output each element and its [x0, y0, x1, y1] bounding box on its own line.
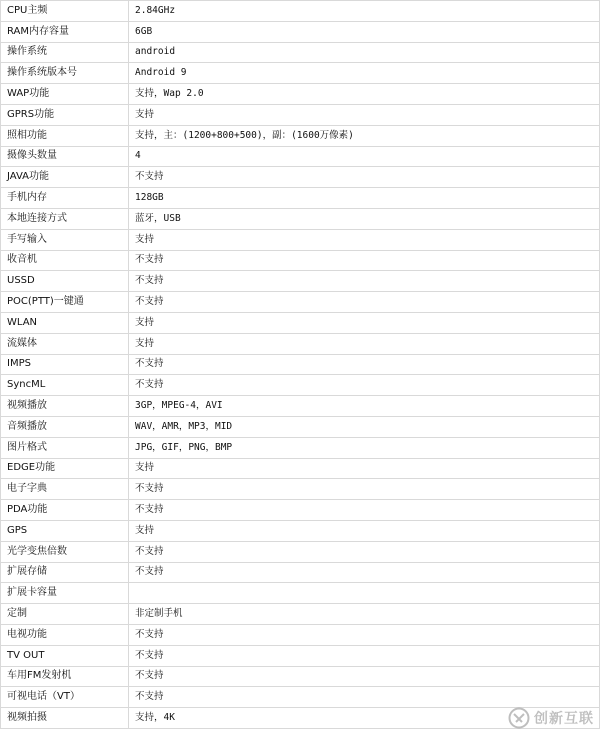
- table-row: [1, 125, 600, 146]
- spec-label: 电视功能: [1, 624, 129, 645]
- table-row: [1, 229, 600, 250]
- table-row: [1, 146, 600, 167]
- spec-label: SyncML: [1, 375, 129, 396]
- spec-value: 不支持: [129, 167, 600, 188]
- spec-label: 扩展存储: [1, 562, 129, 583]
- spec-label: 车用FM发射机: [1, 666, 129, 687]
- table-row: [1, 520, 600, 541]
- spec-label: 照相功能: [1, 125, 129, 146]
- spec-label: EDGE功能: [1, 458, 129, 479]
- table-row: [1, 687, 600, 708]
- table-row: [1, 271, 600, 292]
- spec-label: CPU主频: [1, 1, 129, 22]
- spec-label: PDA功能: [1, 500, 129, 521]
- spec-label: 定制: [1, 604, 129, 625]
- spec-value: 不支持: [129, 687, 600, 708]
- spec-label: 流媒体: [1, 333, 129, 354]
- spec-value: WAV，AMR，MP3，MID: [129, 416, 600, 437]
- spec-value: 不支持: [129, 250, 600, 271]
- spec-value: 不支持: [129, 562, 600, 583]
- spec-value: 2.84GHz: [129, 1, 600, 22]
- spec-table-body: [1, 1, 600, 729]
- spec-value: 6GB: [129, 21, 600, 42]
- table-row: [1, 396, 600, 417]
- table-row: [1, 292, 600, 313]
- table-row: [1, 708, 600, 729]
- table-row: [1, 167, 600, 188]
- table-row: [1, 312, 600, 333]
- spec-value: 支持，Wap 2.0: [129, 84, 600, 105]
- table-row: [1, 624, 600, 645]
- table-row: [1, 479, 600, 500]
- spec-value: 支持: [129, 229, 600, 250]
- spec-label: 操作系统: [1, 42, 129, 63]
- table-row: [1, 604, 600, 625]
- table-row: [1, 63, 600, 84]
- spec-value: 非定制手机: [129, 604, 600, 625]
- spec-value: Android 9: [129, 63, 600, 84]
- spec-label: WAP功能: [1, 84, 129, 105]
- spec-label: POC(PTT)一键通: [1, 292, 129, 313]
- spec-label: 视频播放: [1, 396, 129, 417]
- table-row: [1, 208, 600, 229]
- table-row: [1, 1, 600, 22]
- table-row: [1, 354, 600, 375]
- table-row: [1, 562, 600, 583]
- spec-value: 不支持: [129, 271, 600, 292]
- table-row: [1, 437, 600, 458]
- spec-label: 操作系统版本号: [1, 63, 129, 84]
- spec-value: 支持，4K: [129, 708, 600, 729]
- table-row: [1, 458, 600, 479]
- table-row: [1, 333, 600, 354]
- spec-value: 支持: [129, 312, 600, 333]
- spec-label: 视频拍摄: [1, 708, 129, 729]
- table-row: [1, 188, 600, 209]
- spec-value: 不支持: [129, 645, 600, 666]
- spec-label: 光学变焦倍数: [1, 541, 129, 562]
- spec-label: GPS: [1, 520, 129, 541]
- watermark-text: 创新互联: [534, 711, 594, 727]
- spec-value: 不支持: [129, 375, 600, 396]
- table-row: [1, 104, 600, 125]
- spec-value: 不支持: [129, 624, 600, 645]
- spec-label: GPRS功能: [1, 104, 129, 125]
- spec-label: RAM内存容量: [1, 21, 129, 42]
- spec-value: 不支持: [129, 541, 600, 562]
- spec-label: 可视电话（VT）: [1, 687, 129, 708]
- spec-label: 摄像头数量: [1, 146, 129, 167]
- spec-label: JAVA功能: [1, 167, 129, 188]
- spec-label: 手写输入: [1, 229, 129, 250]
- table-row: [1, 645, 600, 666]
- table-row: [1, 84, 600, 105]
- spec-label: IMPS: [1, 354, 129, 375]
- spec-label: 音频播放: [1, 416, 129, 437]
- spec-value: 不支持: [129, 292, 600, 313]
- spec-value: [129, 583, 600, 604]
- spec-value: 4: [129, 146, 600, 167]
- spec-value: 支持: [129, 104, 600, 125]
- table-row: [1, 541, 600, 562]
- spec-value: 3GP，MPEG-4，AVI: [129, 396, 600, 417]
- spec-value: 不支持: [129, 354, 600, 375]
- spec-value: 不支持: [129, 479, 600, 500]
- spec-label: 本地连接方式: [1, 208, 129, 229]
- spec-value: 不支持: [129, 666, 600, 687]
- table-row: [1, 21, 600, 42]
- table-row: [1, 416, 600, 437]
- spec-label: 扩展卡容量: [1, 583, 129, 604]
- table-row: [1, 42, 600, 63]
- spec-value: 蓝牙，USB: [129, 208, 600, 229]
- spec-value: 支持: [129, 333, 600, 354]
- spec-label: 收音机: [1, 250, 129, 271]
- spec-label: USSD: [1, 271, 129, 292]
- spec-value: 支持: [129, 458, 600, 479]
- spec-value: JPG，GIF，PNG，BMP: [129, 437, 600, 458]
- table-row: [1, 375, 600, 396]
- spec-label: 图片格式: [1, 437, 129, 458]
- table-row: [1, 666, 600, 687]
- spec-label: 电子字典: [1, 479, 129, 500]
- spec-label: 手机内存: [1, 188, 129, 209]
- table-row: [1, 583, 600, 604]
- spec-value: 支持: [129, 520, 600, 541]
- spec-value: 支持，主：(1200+800+500)，副：(1600万像素): [129, 125, 600, 146]
- table-row: [1, 250, 600, 271]
- spec-value: android: [129, 42, 600, 63]
- spec-value: 128GB: [129, 188, 600, 209]
- table-row: [1, 500, 600, 521]
- spec-value: 不支持: [129, 500, 600, 521]
- spec-label: TV OUT: [1, 645, 129, 666]
- spec-label: WLAN: [1, 312, 129, 333]
